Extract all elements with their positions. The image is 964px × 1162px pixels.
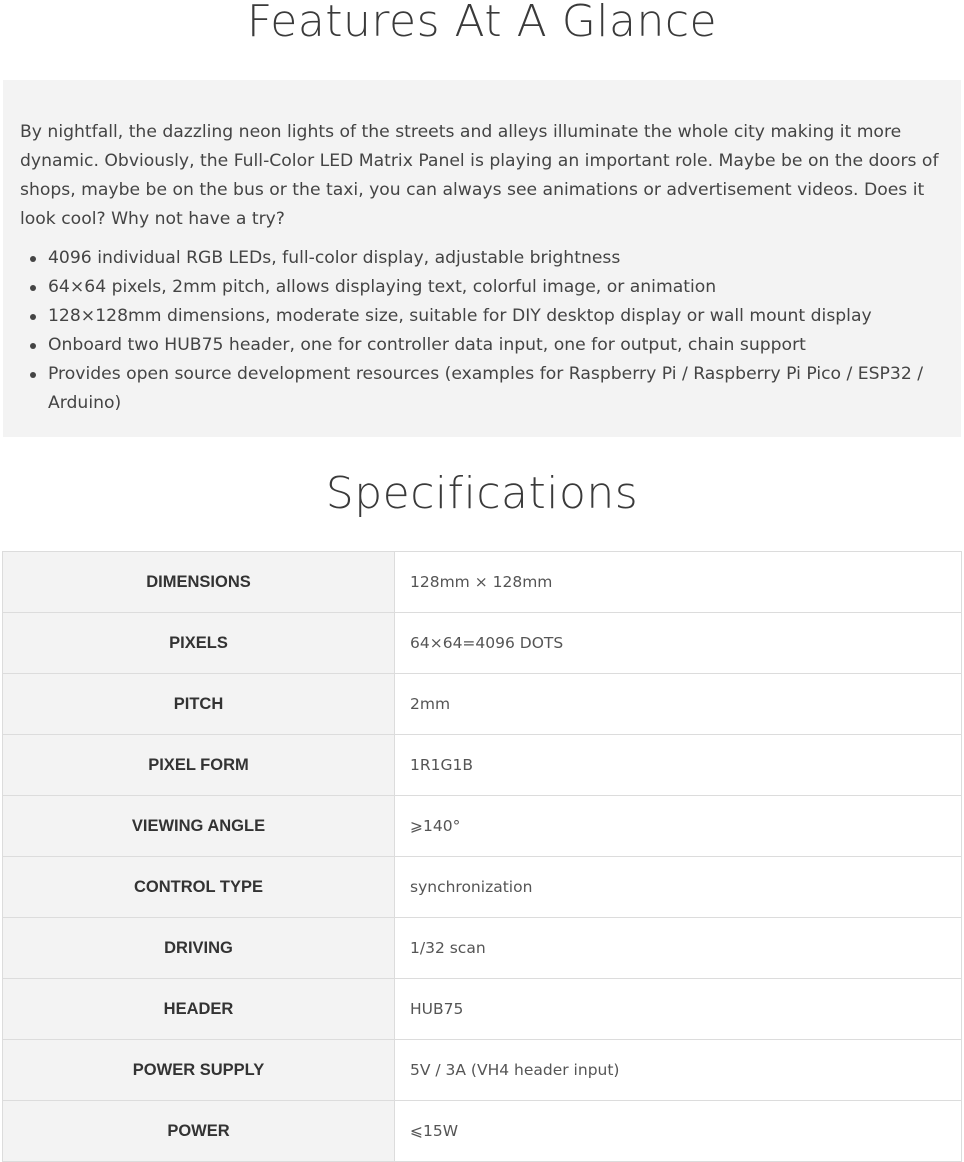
features-panel [3, 80, 961, 437]
spec-label: VIEWING ANGLE [3, 796, 395, 857]
list-item [28, 331, 943, 360]
table-row [3, 918, 962, 979]
spec-value: HUB75 [395, 979, 962, 1040]
table-row [3, 796, 962, 857]
features-list [20, 244, 943, 418]
bullet-icon [30, 314, 36, 320]
spec-label: DRIVING [3, 918, 395, 979]
table-row [3, 552, 962, 613]
specifications-title: Specifications [325, 468, 639, 519]
bullet-icon [30, 372, 36, 378]
spec-value: 1/32 scan [395, 918, 962, 979]
spec-value: 1R1G1B [395, 735, 962, 796]
spec-label: CONTROL TYPE [3, 857, 395, 918]
spec-value: 128mm × 128mm [395, 552, 962, 613]
list-item-text: 128×128mm dimensions, moderate size, suitable for DIY desktop display or wall mount display [48, 306, 872, 326]
spec-label: HEADER [3, 979, 395, 1040]
list-item-text: Onboard two HUB75 header, one for controller data input, one for output, chain support [48, 335, 806, 355]
features-intro: By nightfall, the dazzling neon lights of the streets and alleys illuminate the whole city making it more dynamic. Obviously, the Full-Color LED Matrix Panel is playing an important role. Maybe be on the doors of shops, maybe be on the bus or the taxi, you can always see animations or advertisement videos. Does it look cool? Why not have a try? [20, 122, 939, 229]
spec-label: PIXEL FORM [3, 735, 395, 796]
spec-value: ⩽15W [395, 1101, 962, 1162]
features-title: Features At A Glance [246, 0, 718, 47]
bullet-icon [30, 343, 36, 349]
table-row [3, 1101, 962, 1162]
bullet-icon [30, 256, 36, 262]
table-row [3, 613, 962, 674]
spec-value: 64×64=4096 DOTS [395, 613, 962, 674]
list-item-text: 4096 individual RGB LEDs, full-color display, adjustable brightness [48, 248, 621, 268]
table-row [3, 979, 962, 1040]
list-item [28, 273, 943, 302]
list-item [28, 302, 943, 331]
table-row [3, 1040, 962, 1101]
spec-label: PITCH [3, 674, 395, 735]
list-item [28, 360, 943, 418]
table-row [3, 735, 962, 796]
spec-label: POWER [3, 1101, 395, 1162]
spec-value: 2mm [395, 674, 962, 735]
spec-value: 5V / 3A (VH4 header input) [395, 1040, 962, 1101]
spec-label: POWER SUPPLY [3, 1040, 395, 1101]
table-row [3, 674, 962, 735]
spec-value: synchronization [395, 857, 962, 918]
list-item-text: Provides open source development resources (examples for Raspberry Pi / Raspberry Pi Pico / ESP32 / Arduino) [48, 364, 924, 413]
spec-label: PIXELS [3, 613, 395, 674]
bullet-icon [30, 285, 36, 291]
list-item-text: 64×64 pixels, 2mm pitch, allows displaying text, colorful image, or animation [48, 277, 717, 297]
spec-value: ⩾140° [395, 796, 962, 857]
table-row [3, 857, 962, 918]
spec-label: DIMENSIONS [3, 552, 395, 613]
specifications-table [2, 551, 962, 1162]
list-item [28, 244, 943, 273]
